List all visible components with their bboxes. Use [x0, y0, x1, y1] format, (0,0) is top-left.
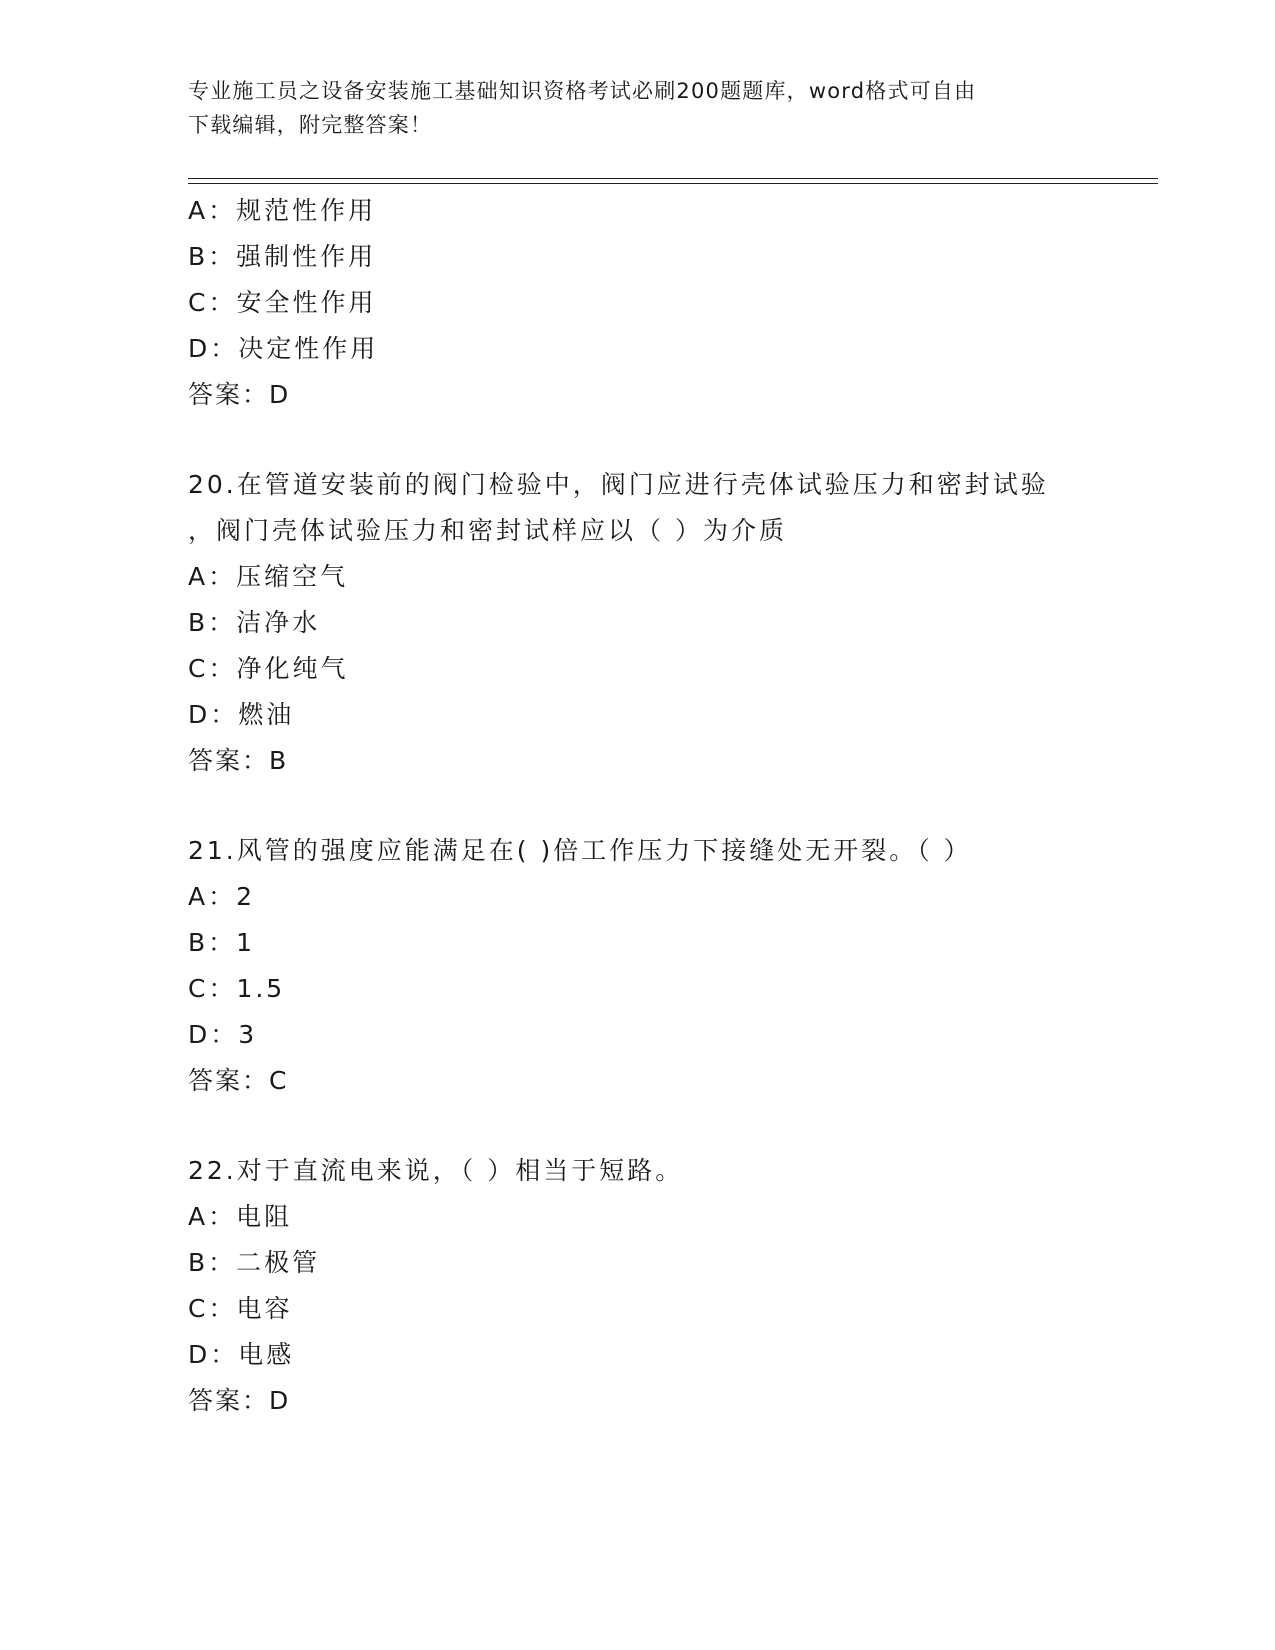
header-line-2: 下载编辑，附完整答案！ — [188, 113, 433, 137]
option-c: C：安全性作用 — [188, 288, 377, 317]
answer: 答案：B — [188, 746, 289, 775]
option-c: C：1.5 — [188, 974, 286, 1003]
option-b: B：洁净水 — [188, 608, 321, 637]
spacer — [188, 418, 1158, 462]
question-stem-line-1: 22.对于直流电来说，（ ）相当于短路。 — [188, 1156, 684, 1185]
option-c: C：电容 — [188, 1294, 293, 1323]
option-b: B：强制性作用 — [188, 242, 377, 271]
answer: 答案：C — [188, 1066, 289, 1095]
question-list — [188, 188, 1158, 1424]
option-b: B：二极管 — [188, 1248, 321, 1277]
header-line-1: 专业施工员之设备安装施工基础知识资格考试必刷200题题库，word格式可自由 — [188, 79, 977, 103]
answer: 答案：D — [188, 1386, 291, 1415]
spacer — [188, 784, 1158, 828]
option-a: A：规范性作用 — [188, 196, 377, 225]
question-stem-line-2: ，阀门壳体试验压力和密封试样应以（ ）为介质 — [188, 516, 787, 545]
question-21 — [188, 828, 1158, 1104]
question-stem-line-1: 21.风管的强度应能满足在( )倍工作压力下接缝处无开裂。（ ） — [188, 836, 972, 865]
option-d: D：3 — [188, 1020, 258, 1049]
option-a: A：2 — [188, 882, 256, 911]
answer: 答案：D — [188, 380, 291, 409]
option-d: D：决定性作用 — [188, 334, 379, 363]
header-divider — [188, 178, 1158, 184]
option-d: D：燃油 — [188, 700, 295, 729]
question-22 — [188, 1148, 1158, 1424]
option-a: A：电阻 — [188, 1202, 293, 1231]
option-d: D：电感 — [188, 1340, 295, 1369]
option-b: B：1 — [188, 928, 256, 957]
question-stem-line-1: 20.在管道安装前的阀门检验中，阀门应进行壳体试验压力和密封试验 — [188, 470, 1049, 499]
question-20 — [188, 462, 1158, 784]
document-header — [188, 74, 1078, 142]
question-19 — [188, 188, 1158, 418]
option-a: A：压缩空气 — [188, 562, 349, 591]
spacer — [188, 1104, 1158, 1148]
option-c: C：净化纯气 — [188, 654, 349, 683]
